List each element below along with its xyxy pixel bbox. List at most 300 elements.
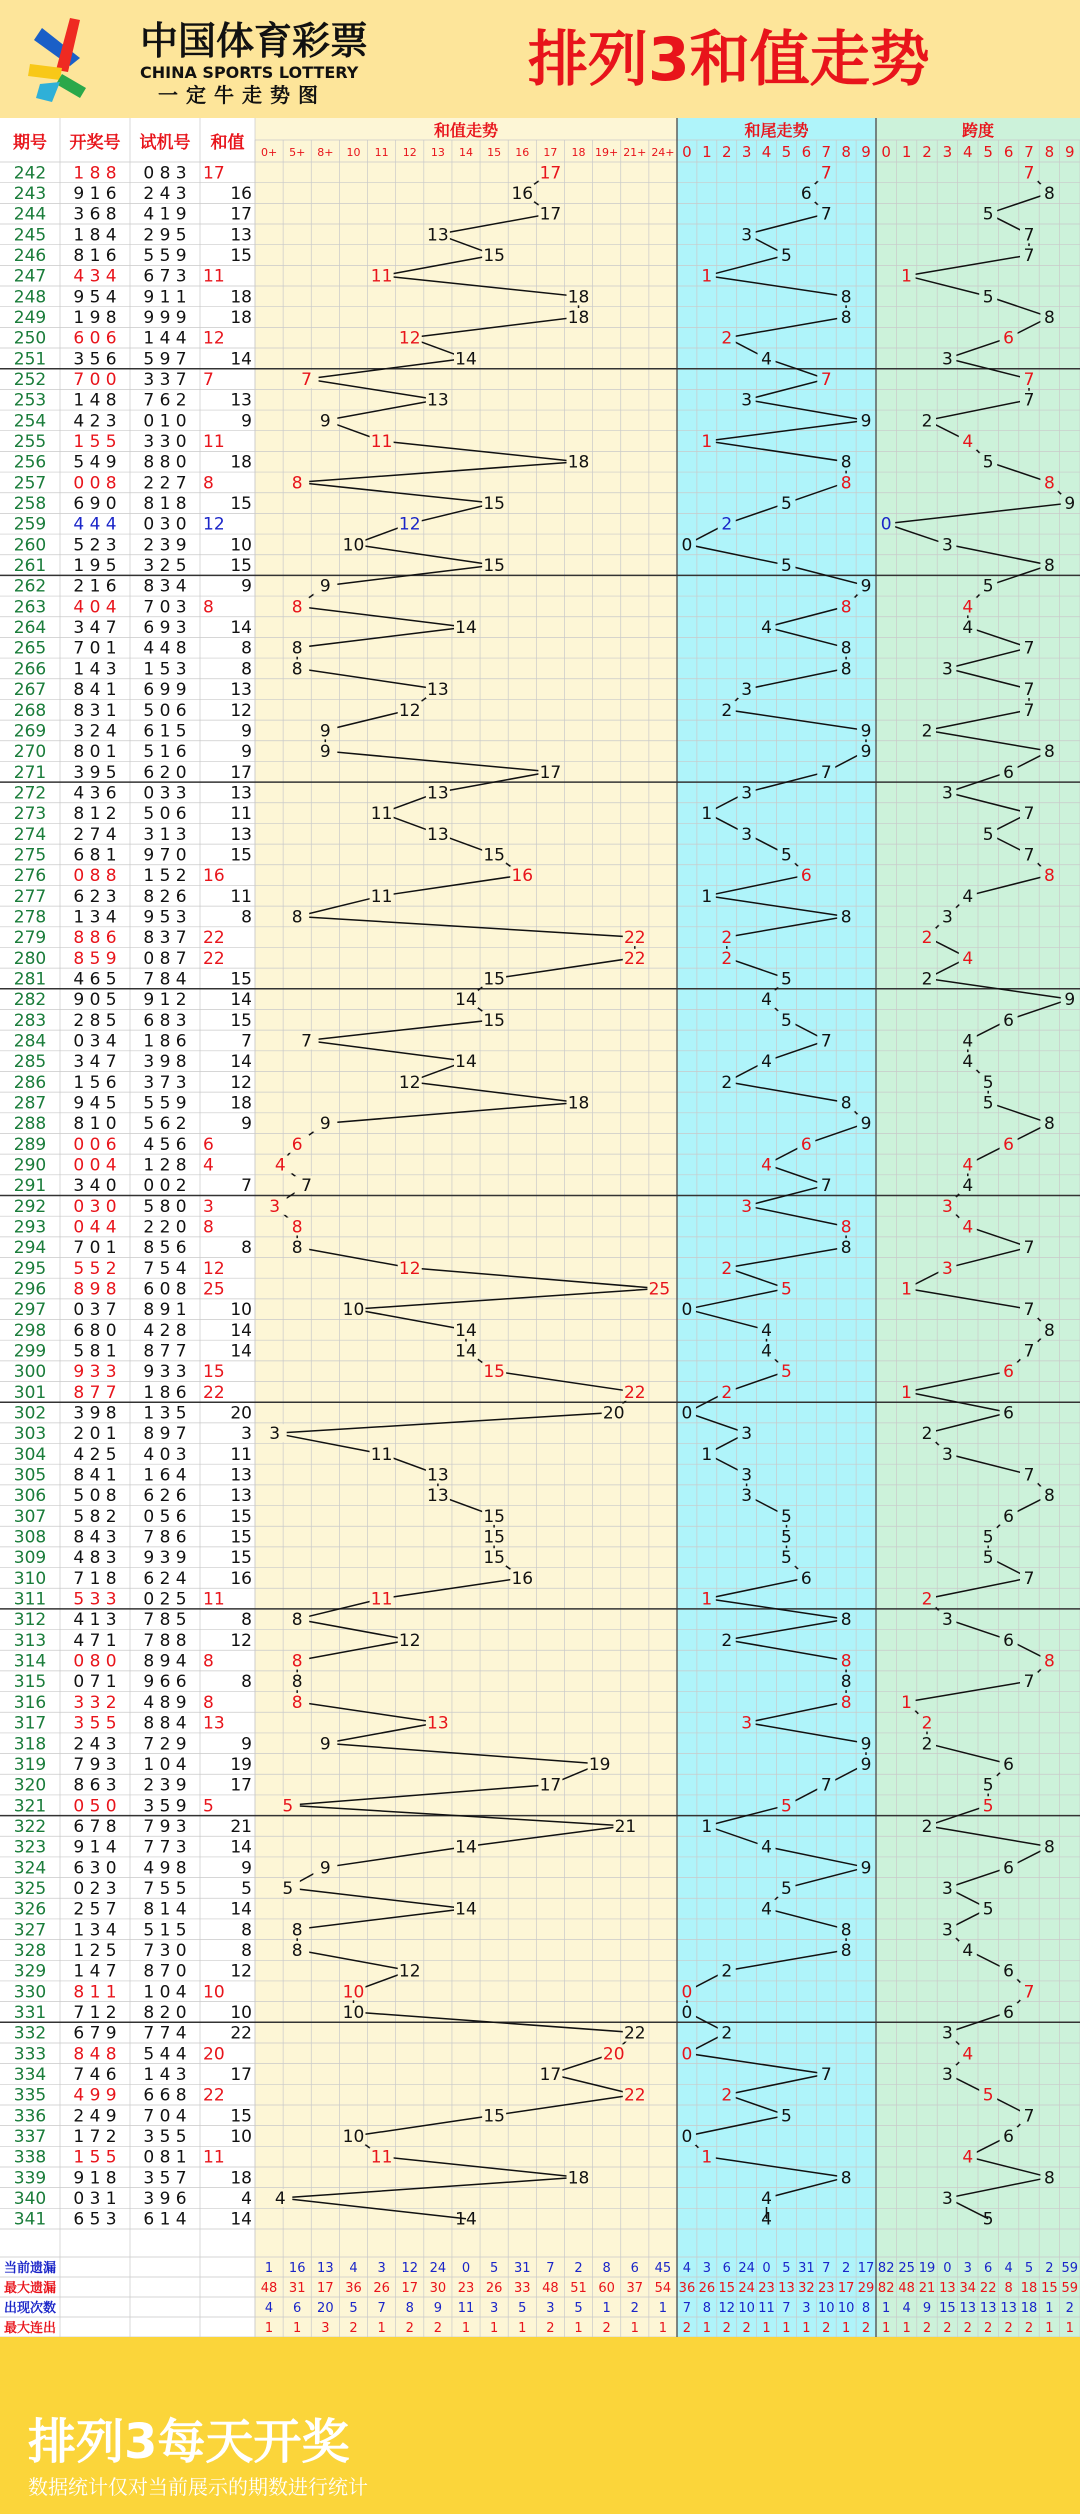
sum-marker: 17 [539,1775,562,1796]
tail-marker: 1 [701,1444,713,1465]
period-label: 269 [13,721,47,742]
span-marker: 8 [1043,556,1055,577]
trial-number: 2 3 9 [143,1775,187,1796]
span-marker: 8 [1043,1320,1055,1341]
period-label: 312 [13,1610,47,1631]
sum-value: 15 [230,1506,252,1527]
sum-value: 10 [230,2002,252,2023]
tail-marker: 1 [701,804,713,825]
winning-number: 3 2 4 [73,721,117,742]
tail-marker: 5 [781,1548,792,1569]
trial-number: 6 2 6 [143,1486,187,1507]
period-label: 316 [13,1692,47,1713]
span-marker: 3 [941,783,953,804]
sum-value: 16 [230,184,252,205]
winning-number: 5 8 2 [73,1506,117,1527]
sum-marker: 12 [398,328,421,349]
stat-span-value: 3 [963,2261,972,2276]
winning-number: 1 8 8 [73,163,117,184]
stat-sum-value: 5 [574,2301,583,2316]
winning-number: 9 1 6 [73,184,117,205]
sum-marker: 18 [567,452,590,473]
tail-marker: 8 [840,1692,852,1713]
span-tick-label: 3 [942,143,953,161]
sum-marker: 8 [291,597,303,618]
tail-marker: 9 [860,1754,872,1775]
sum-value: 15 [230,1548,252,1569]
sum-tick-label: 15 [487,146,502,159]
stat-tail-value: 2 [842,2261,851,2276]
tail-marker: 9 [860,1114,872,1135]
stat-sum-value: 1 [658,2321,668,2336]
sum-marker: 17 [539,762,562,783]
span-marker: 4 [962,1176,974,1197]
winning-number: 6 7 9 [73,2023,117,2044]
sum-value: 8 [241,1238,252,1259]
stat-sum-value: 24 [429,2261,447,2276]
stat-span-value: 82 [877,2261,895,2276]
stat-sum-value: 17 [317,2281,334,2296]
sum-marker: 12 [398,1630,421,1651]
trial-number: 8 5 6 [143,1238,187,1259]
period-label: 267 [13,680,47,701]
sum-value: 10 [230,1300,252,1321]
stat-span-value: 2 [963,2321,972,2336]
trial-number: 9 5 3 [143,907,187,928]
winning-number: 8 4 8 [73,2044,117,2065]
span-marker: 3 [941,1444,953,1465]
tail-marker: 9 [860,1858,872,1879]
sum-value: 16 [230,1568,252,1589]
sum-marker: 8 [291,1217,303,1238]
stat-sum-value: 1 [461,2321,471,2336]
header-span-trend: 跨度 [961,121,995,140]
stat-span-value: 13 [939,2281,956,2296]
sum-value: 22 [230,2023,252,2044]
trial-number: 8 8 0 [143,452,187,473]
trial-number: 6 8 3 [143,1010,187,1031]
trial-number: 8 1 8 [143,494,187,515]
tail-marker: 3 [741,1196,753,1217]
stat-span-value: 25 [898,2261,915,2276]
winning-number: 5 0 8 [73,1486,117,1507]
tail-marker: 8 [840,452,852,473]
stat-span-value: 1 [882,2321,891,2336]
sum-marker: 18 [567,308,590,329]
period-label: 247 [13,266,47,287]
tail-marker: 5 [781,494,792,515]
tail-marker: 8 [840,907,852,928]
sum-value: 3 [241,1424,252,1445]
sum-marker: 14 [455,990,477,1011]
trial-number: 6 9 9 [143,680,187,701]
stat-span-value: 1 [1045,2321,1054,2336]
span-marker: 7 [1023,1238,1035,1259]
winning-number: 3 5 5 [73,1713,117,1734]
winning-number: 8 6 3 [73,1775,117,1796]
tail-marker: 4 [761,1155,772,1176]
tail-marker: 1 [701,432,713,453]
trial-number: 3 5 7 [143,2168,187,2189]
stat-sum-value: 1 [264,2261,274,2276]
stat-tail-value: 1 [782,2321,791,2336]
tail-marker: 9 [860,1734,872,1755]
stat-span-value: 19 [918,2261,936,2276]
sum-value: 9 [241,411,252,432]
tail-marker: 2 [721,2085,733,2106]
stat-span-value: 15 [939,2301,956,2316]
trial-number: 8 9 4 [143,1651,187,1672]
stat-sum-value: 36 [345,2281,362,2296]
tail-marker: 9 [860,721,872,742]
sum-marker: 11 [370,432,393,453]
trial-number: 3 9 8 [143,1052,187,1073]
stat-sum-value: 4 [349,2261,358,2276]
tail-marker: 7 [820,370,832,391]
winning-number: 9 5 4 [73,287,117,308]
stat-tail-value: 1 [702,2321,711,2336]
sum-value: 8 [241,907,252,928]
sum-value: 17 [230,1775,252,1796]
trial-number: 8 1 4 [143,1899,187,1920]
winning-number: 1 9 5 [73,556,117,577]
trial-number: 1 8 6 [143,1031,187,1052]
sum-marker: 8 [291,1940,303,1961]
lottery-logo-icon [28,18,86,102]
sum-tick-label: 12 [402,146,417,159]
tail-marker: 3 [741,824,753,845]
tail-tick-label: 1 [702,143,712,161]
stat-span-value: 4 [902,2301,911,2316]
header-sum-trend: 和值走势 [433,121,499,140]
stat-span-value: 0 [943,2261,952,2276]
period-label: 324 [13,1858,47,1879]
sum-value: 14 [230,1320,252,1341]
winning-number: 4 4 4 [73,514,117,535]
span-marker: 1 [901,1382,913,1403]
sum-tick-label: 11 [374,146,389,159]
span-marker: 2 [921,1734,933,1755]
stat-tail-value: 1 [802,2321,811,2336]
tail-marker: 6 [800,1134,812,1155]
sum-marker: 12 [398,1072,421,1093]
sum-marker: 3 [269,1424,281,1445]
span-marker: 8 [1043,742,1055,763]
winning-number: 1 5 6 [73,1072,117,1093]
stat-tail-value: 26 [698,2281,716,2296]
span-marker: 7 [1023,1672,1035,1693]
winning-number: 0 5 0 [73,1796,117,1817]
winning-number: 3 3 2 [73,1692,117,1713]
period-label: 285 [13,1052,47,1073]
stat-tail-value: 3 [702,2261,711,2276]
stat-sum-value: 2 [546,2321,555,2336]
tail-marker: 7 [820,2064,832,2085]
sum-marker: 17 [539,163,562,184]
span-marker: 7 [1023,1568,1035,1589]
stat-span-value: 48 [898,2281,915,2296]
period-label: 292 [13,1196,47,1217]
span-marker: 5 [982,204,994,225]
trial-number: 9 1 1 [143,287,187,308]
period-label: 265 [13,638,47,659]
span-marker: 8 [1043,184,1055,205]
period-label: 287 [13,1093,47,1114]
tail-marker: 3 [741,783,753,804]
page-title: 排列3和值走势 [528,25,930,95]
sum-marker: 22 [623,948,646,969]
sum-value: 9 [241,1114,252,1135]
sum-marker: 8 [291,473,303,494]
trial-number: 1 4 3 [143,2064,187,2085]
sum-marker: 13 [427,390,449,411]
sum-value: 22 [203,928,225,949]
period-label: 341 [13,2209,47,2230]
tail-marker: 3 [741,680,753,701]
sum-marker: 14 [455,1320,477,1341]
sum-marker: 13 [427,225,449,246]
period-label: 323 [13,1837,47,1858]
period-label: 327 [13,1920,47,1941]
stat-sum-value: 1 [264,2321,274,2336]
trial-number: 4 9 8 [143,1858,187,1879]
trial-number: 7 2 9 [143,1734,187,1755]
tail-marker: 5 [781,556,792,577]
stat-span-value: 2 [943,2321,952,2336]
stat-span-value: 22 [979,2281,997,2296]
sum-value: 8 [241,1920,252,1941]
sum-marker: 13 [427,824,449,845]
stat-tail-value: 2 [682,2321,692,2336]
trial-number: 7 6 2 [143,390,187,411]
sum-value: 20 [203,2044,225,2065]
stat-span-value: 6 [984,2261,993,2276]
span-tick-label: 7 [1024,143,1034,161]
period-label: 263 [13,597,47,618]
header-graphics [0,0,1080,118]
tail-marker: 4 [761,1837,772,1858]
sum-marker: 10 [342,2002,365,2023]
stat-span-value: 2 [1004,2321,1013,2336]
trial-number: 6 1 5 [143,721,187,742]
span-marker: 3 [941,2064,953,2085]
sum-value: 8 [203,1651,214,1672]
span-tick-label: 6 [1003,143,1014,161]
tail-marker: 7 [820,1031,832,1052]
period-label: 306 [13,1486,47,1507]
span-marker: 7 [1023,638,1035,659]
stat-tail-value: 10 [738,2301,755,2316]
winning-number: 9 1 8 [73,2168,117,2189]
sum-marker: 15 [483,246,505,267]
winning-number: 6 8 0 [73,1320,117,1341]
sum-value: 8 [203,1692,214,1713]
winning-number: 0 3 1 [73,2188,117,2209]
period-label: 337 [13,2126,47,2147]
trial-number: 3 7 3 [143,1072,187,1093]
trial-number: 7 0 3 [143,597,187,618]
winning-number: 0 7 1 [73,1672,117,1693]
span-marker: 6 [1003,2002,1015,2023]
stat-tail-value: 1 [762,2321,771,2336]
span-marker: 2 [921,969,933,990]
stat-sum-value: 20 [317,2301,334,2316]
span-marker: 2 [921,721,933,742]
stat-tail-value: 0 [762,2261,771,2276]
period-label: 282 [13,990,47,1011]
period-label: 281 [13,969,47,990]
tail-marker: 8 [840,1238,852,1259]
winning-number: 4 6 5 [73,969,117,990]
tail-marker: 1 [701,1816,713,1837]
tail-marker: 0 [681,2044,693,2065]
period-label: 249 [13,308,47,329]
winning-number: 3 4 7 [73,618,117,639]
sum-value: 14 [230,1052,252,1073]
span-marker: 5 [982,2209,994,2230]
winning-number: 8 3 1 [73,700,117,721]
winning-number: 6 8 1 [73,845,117,866]
tail-marker: 8 [840,1217,852,1238]
sum-marker: 4 [274,2188,286,2209]
trial-number: 1 4 4 [143,328,187,349]
period-label: 286 [13,1072,47,1093]
sum-value: 12 [203,514,225,535]
sum-area-background [255,118,677,2337]
winning-number: 5 5 2 [73,1258,117,1279]
stat-span-value: 82 [877,2281,895,2296]
trial-number: 4 0 3 [143,1444,187,1465]
stat-sum-value: 8 [405,2301,414,2316]
span-marker: 3 [941,1920,953,1941]
sum-value: 10 [203,1982,225,2003]
stat-sum-value: 45 [654,2261,672,2276]
stat-tail-value: 24 [738,2261,755,2276]
winning-number: 4 9 9 [73,2085,117,2106]
stat-span-value: 21 [918,2281,936,2296]
sum-value: 13 [230,824,252,845]
span-marker: 5 [982,824,994,845]
sum-marker: 9 [319,742,331,763]
trial-number: 8 3 4 [143,576,187,597]
trial-number: 3 3 0 [143,432,187,453]
tail-marker: 9 [860,411,872,432]
sum-marker: 9 [319,1114,331,1135]
sum-marker: 19 [588,1754,611,1775]
span-marker: 3 [941,349,953,370]
trial-number: 0 3 3 [143,783,187,804]
stat-sum-value: 37 [626,2281,644,2296]
sum-value: 3 [203,1196,214,1217]
winning-number: 7 1 2 [73,2002,117,2023]
period-label: 288 [13,1114,47,1135]
trial-number: 2 4 3 [143,184,187,205]
stat-sum-value: 2 [349,2321,358,2336]
winning-number: 0 8 8 [73,866,117,887]
period-label: 262 [13,576,47,597]
trial-number: 2 2 0 [143,1217,187,1238]
sum-marker: 11 [370,1589,393,1610]
period-label: 276 [13,866,47,887]
winning-number: 8 4 1 [73,680,117,701]
sum-marker: 18 [567,1093,590,1114]
stat-tail-value: 29 [857,2281,875,2296]
winning-number: 8 4 3 [73,1527,117,1548]
stat-sum-value: 2 [405,2321,414,2336]
tail-marker: 0 [681,535,693,556]
tail-marker: 8 [840,1093,852,1114]
sum-value: 8 [241,1672,252,1693]
period-label: 329 [13,1961,47,1982]
sum-marker: 9 [319,411,331,432]
trial-number: 2 9 5 [143,225,187,246]
tail-tick-label: 4 [761,143,772,161]
sum-value: 4 [241,2188,252,2209]
stat-span-value: 2 [1065,2301,1074,2316]
sum-marker: 15 [483,845,505,866]
trial-number: 6 2 4 [143,1568,187,1589]
stat-label: 当前遗漏 [4,2261,57,2276]
stat-span-value: 13 [979,2301,997,2316]
tail-marker: 8 [840,1651,852,1672]
logo-en: CHINA SPORTS LOTTERY [140,63,359,82]
stat-sum-value: 1 [377,2321,386,2336]
stat-span-value: 59 [1061,2261,1079,2276]
tail-marker: 2 [721,1382,733,1403]
trial-number: 3 2 5 [143,556,187,577]
span-marker: 4 [962,886,974,907]
winning-number: 1 4 3 [73,659,117,680]
tail-marker: 0 [681,1300,693,1321]
stat-sum-value: 3 [321,2321,330,2336]
span-marker: 3 [941,1258,953,1279]
tail-marker: 7 [820,762,832,783]
winning-number: 8 8 6 [73,928,117,949]
sum-value: 13 [230,225,252,246]
span-marker: 2 [921,1816,933,1837]
sum-marker: 8 [291,1672,303,1693]
sum-value: 8 [241,1940,252,1961]
sum-tick-label: 24+ [651,146,675,159]
trial-number: 3 1 3 [143,824,187,845]
stat-tail-value: 2 [822,2321,831,2336]
trial-number: 7 8 6 [143,1527,187,1548]
sum-marker: 12 [398,1961,421,1982]
sum-marker: 15 [483,494,505,515]
trial-number: 6 0 8 [143,1279,187,1300]
tail-marker: 1 [701,886,713,907]
span-marker: 8 [1043,473,1055,494]
winning-number: 2 5 7 [73,1899,117,1920]
trial-number: 7 3 0 [143,1940,187,1961]
span-marker: 5 [982,1775,994,1796]
winning-number: 4 8 3 [73,1548,117,1569]
span-marker: 2 [921,1713,933,1734]
period-label: 252 [13,370,47,391]
trial-number: 3 3 7 [143,370,187,391]
span-marker: 4 [962,1940,974,1961]
sum-value: 13 [230,680,252,701]
stat-span-value: 18 [1020,2281,1038,2296]
trial-number: 5 5 9 [143,1093,187,1114]
tail-marker: 7 [820,163,832,184]
sum-value: 18 [230,452,252,473]
sum-value: 14 [230,990,252,1011]
tail-marker: 3 [741,1486,753,1507]
tail-marker: 3 [741,390,753,411]
trial-number: 1 3 5 [143,1403,187,1424]
trial-number: 7 7 4 [143,2023,187,2044]
